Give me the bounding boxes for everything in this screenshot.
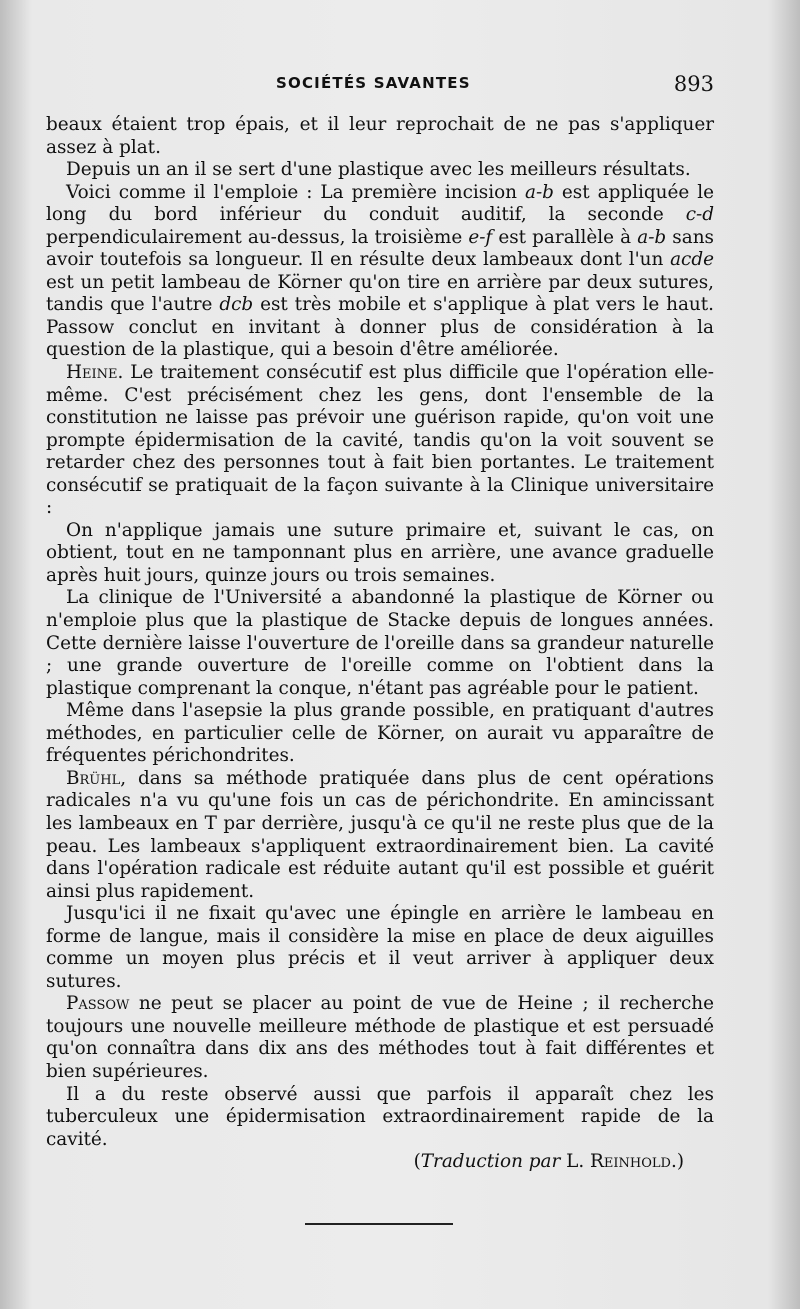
paragraph bbox=[46, 768, 714, 903]
paragraph: Depuis un an il se sert d'une plastique avec les meilleurs résultats. bbox=[66, 159, 691, 181]
text-span: Voici comme il l'emploie : La première incision bbox=[66, 181, 525, 203]
text-span: est très mobile et s'applique à plat vers le haut. Passow conclut en invitant à donner plus de considération à la question de la plastique, qui a besoin d'être améliorée. bbox=[46, 294, 714, 361]
text-span: est appliquée le long du bord inférieur du conduit auditif, la seconde bbox=[46, 181, 714, 226]
incision-label: a-b bbox=[525, 181, 554, 203]
speaker-name: Passow bbox=[66, 993, 130, 1015]
page-number: 893 bbox=[673, 72, 714, 96]
running-header bbox=[44, 72, 714, 102]
paren-open: ( bbox=[413, 1151, 421, 1173]
translation-label: Traduction par bbox=[420, 1151, 561, 1173]
paragraph: On n'applique jamais une suture primaire et, suivant le cas, on obtient, tout en ne tamponnant plus en arrière, une avance graduelle après huit jours, quinze jours ou trois semaines. bbox=[46, 519, 714, 586]
text-span: ne peut se placer au point de vue de Heine ; il recherche toujours une nouvelle meilleure méthode de plastique et est persuadé qu'on connaîtra dans dix ans des méthodes tout à fait différentes et bien supérieures. bbox=[46, 993, 714, 1082]
paragraph bbox=[46, 362, 714, 520]
paragraph: beaux étaient trop épais, et il leur reprochait de ne pas s'appliquer assez à plat. bbox=[46, 114, 714, 158]
paragraph: Jusqu'ici il ne fixait qu'avec une épingle en arrière le lambeau en forme de langue, mais il considère la mise en place de deux aiguilles comme un moyen plus précis et il veut arriver à appliquer deux sutures. bbox=[46, 903, 714, 992]
translator-name: L. Reinhold bbox=[566, 1151, 671, 1173]
paragraph: Même dans l'asepsie la plus grande possible, en pratiquant d'autres méthodes, en particulier celle de Körner, on aurait vu apparaître de fréquentes périchondrites. bbox=[46, 700, 714, 767]
paragraph bbox=[46, 993, 714, 1083]
article-text bbox=[46, 114, 714, 1174]
paragraph: Il a du reste observé aussi que parfois il apparaît chez les tuberculeux une épidermisation extraordinairement rapide de la cavité. bbox=[46, 1083, 714, 1150]
incision-label: a-b bbox=[637, 226, 667, 248]
text-span: , dans sa méthode pratiquée dans plus de cent opérations radicales n'a vu qu'une fois un cas de périchondrite. En amincissant les lambeaux en T par derrière, jusqu'à ce qu'il ne reste plus que de la peau. Les lambeaux s'appliquent extraordinairement bien. La cavité dans l'opération radicale est réduite autant qu'il est possible et guérit ainsi plus rapidement. bbox=[46, 767, 714, 902]
text-span: perpendiculairement au-dessus, la troisième bbox=[46, 226, 469, 248]
text-span: sans avoir toutefois sa longueur. Il en résulte deux lambeaux dont l'un bbox=[46, 226, 714, 271]
paragraph bbox=[46, 182, 714, 362]
flap-label: acde bbox=[670, 249, 714, 271]
incision-label: e-f bbox=[468, 226, 493, 248]
section-divider bbox=[305, 1223, 453, 1225]
text-span: est un petit lambeau de Körner qu'on tire en arrière par deux sutures, tandis que l'autre bbox=[46, 271, 714, 316]
flap-label: dcb bbox=[219, 294, 254, 316]
text-span: est parallèle à bbox=[492, 226, 638, 248]
paren-close: .) bbox=[670, 1151, 684, 1173]
running-title: SOCIÉTÉS SAVANTES bbox=[276, 74, 471, 92]
paragraph: La clinique de l'Université a abandonné la plastique de Körner ou n'emploie plus que la plastique de Stacke depuis de longues années. Cette dernière laisse l'ouverture de l'oreille dans sa grandeur naturelle ; une grande ouverture de l'oreille comme on l'obtient dans la plastique comprenant la conque, n'étant pas agréable pour le patient. bbox=[46, 587, 714, 699]
speaker-name: Heine bbox=[66, 362, 118, 384]
text-span: . Le traitement consécutif est plus difficile que l'opération elle-même. C'est précisément chez les gens, dont l'ensemble de la constitution ne laisse pas prévoir une guérison rapide, qu'on voit une prompte épidermisation de la cavité, tandis qu'on la voit souvent se retarder chez des personnes tout à fait bien portantes. Le traitement consécutif se pratiquait de la façon suivante à la Clinique universitaire : bbox=[46, 362, 714, 519]
incision-label: c-d bbox=[685, 204, 714, 226]
translation-credit bbox=[46, 1151, 714, 1174]
speaker-name: Brühl bbox=[66, 767, 121, 789]
